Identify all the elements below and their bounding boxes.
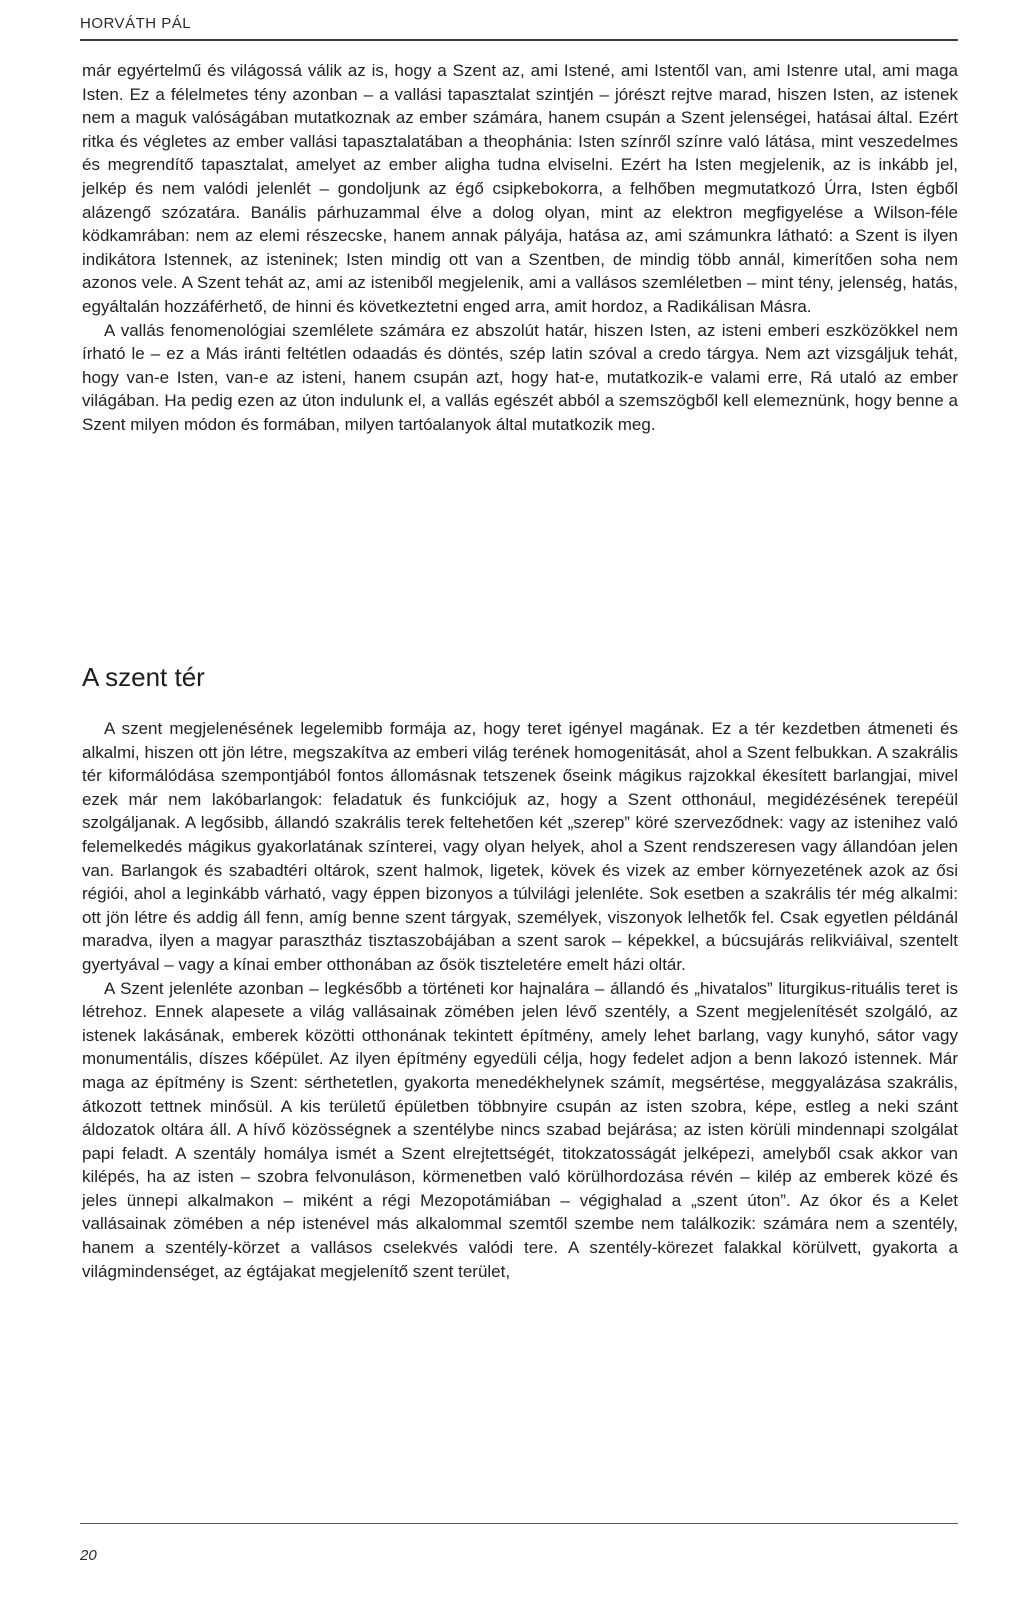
- paragraph: A vallás fenomenológiai szemlélete számára ez abszolút határ, hiszen Isten, az isteni emberi eszközökkel nem írható le – ez a Más iránti feltétlen odaadás és döntés, szép latin szóval a credo tárgya. Nem azt vizsgáljuk tehát, hogy van-e Isten, van-e az isteni, hanem csupán azt, hogy hat-e, mutatkozik-e valami erre, Rá utaló az ember világában. Ha pedig ezen az úton indulunk el, a vallás egészét abból a szemszögből kell elemeznünk, hogy benne a Szent milyen módon és formában, milyen tartóalanyok által mutatkozik meg.: [82, 320, 958, 434]
- footer-rule: [80, 1523, 958, 1524]
- running-head: HORVÁTH PÁL: [80, 15, 192, 32]
- section-szent-ter-text: [82, 717, 958, 1283]
- page-number: 20: [80, 1547, 97, 1564]
- section-heading: A szent tér: [82, 662, 205, 692]
- section-intro-text: [82, 59, 958, 437]
- paragraph: már egyértelmű és világossá válik az is, hogy a Szent az, ami Istené, ami Istentől van, ami Istenre utal, ami maga Isten. Ez a félelmetes tény azonban – a vallási tapasztalat szintjén – jórészt rejtve marad, hiszen Isten, az istenek nem a maguk valóságában mutatkoznak az ember számára, hanem csupán a Szent jelenségei, hatásai által. Ezért ritka és végletes az ember vallási tapasztalatában a theophánia: Isten színről színre való látása, mint veszedelmes és megrendítő tapasztalat, amelyet az ember aligha tudna elviselni. Ezért ha Isten megjelenik, az is inkább jel, jelkép és nem valódi jelenlét – gondoljunk az égő csipkebokorra, a felhőben megmutatkozó Úrra, Isten égből alázengő szózatára. Banális párhuzammal élve a dolog olyan, mint az elektron megfigyelése a Wilson-féle ködkamrában: nem az elemi részecske, hanem annak pályája, hatása az, ami számunkra látható: a Szent is ilyen indikátora Istennek, az isteninek; Isten mindig ott van a Szentben, de mindig több annál, kimerítően soha nem azonos vele. A Szent tehát az, ami az isteniből megjelenik, ami a vallásos szemléletben – mint tény, jelenség, hatás, egyáltalán hozzáférhető, de hinni és következtetni enged arra, amit hordoz, a Radikálisan Másra.: [82, 61, 958, 316]
- header-rule: [80, 39, 958, 41]
- paragraph: A Szent jelenléte azonban – legkésőbb a történeti kor hajnalára – állandó és „hivatalos” liturgikus-rituális teret is létrehoz. Ennek alapesete a világ vallásainak zömében jelen lévő szentély, a Szent megjelenítését szolgáló, az istenek lakásának, emberek közötti otthonának tekintett építmény, amely lehet barlang, vagy kunyhó, sátor vagy monumentális, díszes kőépület. Az ilyen építmény egyedüli célja, hogy fedelet adjon a benn lakozó istennek. Már maga az építmény is Szent: sérthetetlen, gyakorta menedékhelynek számít, megsértése, meggyalázása szakrális, átkozott tettnek minősül. A kis területű épületben többnyire csupán az isten szobra, képe, estleg a neki szánt áldozatok oltára áll. A hívő közösségnek a szentélybe nincs szabad bejárása; az isten körüli mindennapi szolgálat papi feladt. A szentály homálya ismét a Szent elrejtettségét, titokzatosságát jelképezi, amelyből csak akkor van kilépés, ha az isten – szobra felvonuláson, körmenetben való körülhordozása révén – kilép az emberek közé és jeles ünnepi alkalmakon – miként a régi Mezopotámiában – végighalad a „szent úton”. Az ókor és a Kelet vallásainak zömében a nép istenével más alkalommal szemtől szembe nem találkozik: számára nem a szentély, hanem a szentély-körzet a vallásos cselekvés valódi tere. A szentély-körezet falakkal körülvett, gyakorta a világmindenséget, az égtájakat megjelenítő szent terület,: [82, 978, 958, 1281]
- paragraph: A szent megjelenésének legelemibb formája az, hogy teret igényel magának. Ez a tér kezdetben átmeneti és alkalmi, hiszen ott jön létre, megszakítva az emberi világ terének homogenitását, ahol a Szent felbukkan. A szakrális tér kiformálódása szempontjából fontos állomásnak tetszenek őseink mágikus rajzokkal ékesített barlangjai, mivel ezek már nem lakóbarlangok: feladatuk és funkciójuk az, hogy a Szent otthonául, megidézésének terepéül szolgáljanak. A legősibb, állandó szakrális terek feltehetően két „szerep” köré szerveződnek: vagy az istenihez való felemelkedés mágikus gyakorlatának színterei, vagy olyan helyek, ahol a Szent rendszeresen vagy állandóan jelen van. Barlangok és szabadtéri oltárok, szent halmok, ligetek, kövek és vizek az ember környezetének azok az ősi régiói, ahol a leginkább várható, vagy éppen bizonyos a túlvilági jelenléte. Sok esetben a szakrális tér még alkalmi: ott jön létre és addig áll fenn, amíg benne szent tárgyak, személyek, viszonyok lelhetők fel. Csak egyetlen példánál maradva, ilyen a magyar parasztház tisztaszobájában a szent sarok – képekkel, a búcsujárás relikviáival, szentelt gyertyával – vagy a kínai ember otthonában az ősök tiszteletére emelt házi oltár.: [82, 719, 958, 974]
